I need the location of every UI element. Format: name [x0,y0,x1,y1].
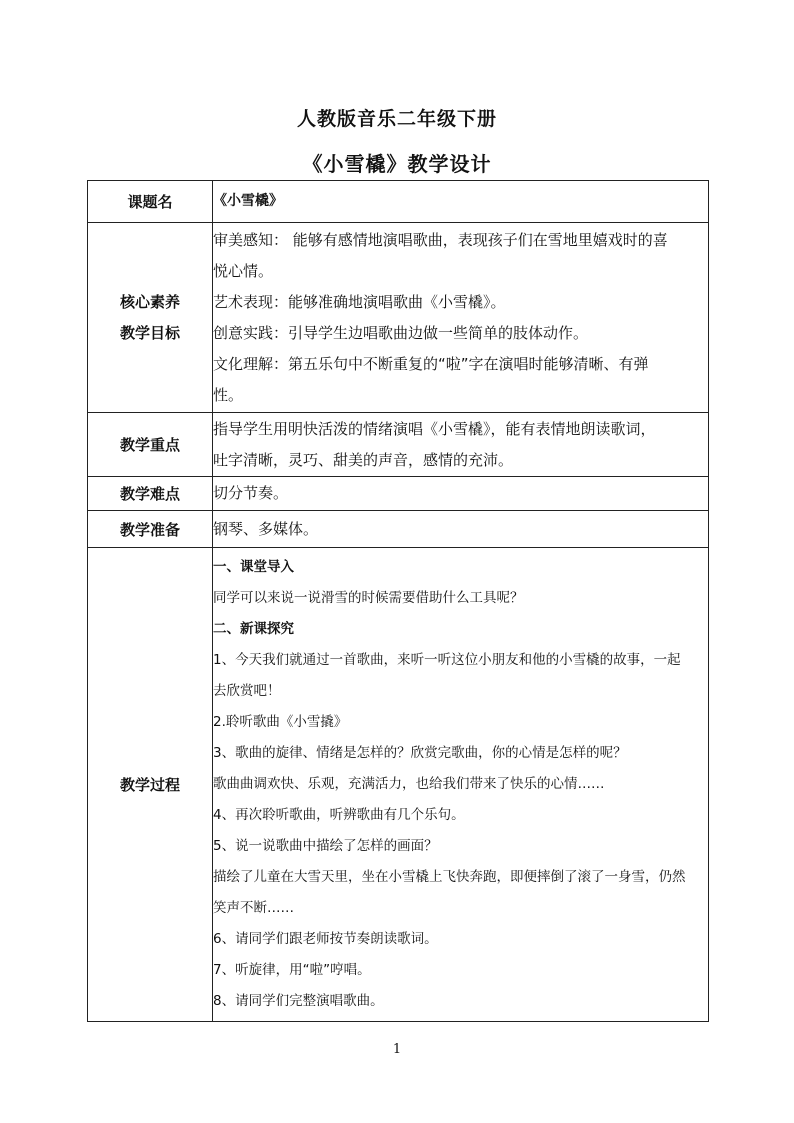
table-row-preparation [88,511,709,548]
key-points-line: 吐字清晰，灵巧、甜美的声音，感情的充沛。 [213,450,514,469]
process-line: 同学可以来说一说滑雪的时候需要借助什么工具呢？ [213,590,524,606]
goals-label-line2: 教学目标 [119,323,180,342]
goals-line: 艺术表现：能够准确地演唱歌曲《小雪橇》。 [213,292,506,311]
preparation-value: 钢琴、多媒体。 [213,511,709,548]
table-row-topic [88,181,709,223]
process-line: 7、听旋律，用“啦”哼唱。 [213,962,371,978]
key-points-line: 指导学生用明快活泼的情绪演唱《小雪橇》，能有表情地朗读歌词， [213,419,656,438]
page-number: 1 [392,1042,402,1057]
goals-line: 悦心情。 [213,261,274,280]
table-row-process [88,548,709,1022]
goals-label [88,223,213,413]
process-line: 6、请同学们跟老师按节奏朗读歌词。 [213,931,438,947]
topic-value: 《小雪橇》 [213,181,709,223]
process-section-heading: 二、新课探究 [213,621,294,637]
goals-label-line1: 核心素养 [119,292,180,311]
process-section-heading: 一、课堂导入 [213,559,294,575]
goals-line: 审美感知： 能够有感情地演唱歌曲，表现孩子们在雪地里嬉戏时的喜 [213,230,668,249]
difficulties-label: 教学难点 [88,477,213,511]
key-points-label: 教学重点 [88,413,213,477]
table-row-goals [88,223,709,413]
process-line: 2.聆听歌曲《小雪撬》 [213,714,348,730]
document-subtitle: 《小雪橇》教学设计 [302,152,492,176]
process-line: 描绘了儿童在大雪天里，坐在小雪橇上飞快奔跑，即便摔倒了滚了一身雪，仍然 [213,869,686,885]
process-line: 笑声不断…… [213,900,294,916]
process-line: 5、说一说歌曲中描绘了怎样的画面？ [213,838,438,854]
topic-label: 课题名 [88,181,213,223]
process-line: 3、歌曲的旋律、情绪是怎样的？欣赏完歌曲，你的心情是怎样的呢？ [213,745,627,761]
goals-line: 创意实践：引导学生边唱歌曲边做一些简单的肢体动作。 [213,323,589,342]
lesson-plan-table [87,180,709,1022]
difficulties-value: 切分节奏。 [213,477,709,511]
document-title: 人教版音乐二年级下册 [296,108,497,130]
process-line: 去欣赏吧！ [213,683,281,699]
goals-line: 文化理解：第五乐句中不断重复的“啦”字在演唱时能够清晰、有弹 [213,354,649,373]
process-line: 4、再次聆听歌曲，听辨歌曲有几个乐句。 [213,807,465,823]
goals-line: 性。 [213,385,244,404]
table-row-key-points [88,413,709,477]
goals-content [213,223,709,413]
process-line: 8、请同学们完整演唱歌曲。 [213,993,384,1009]
process-content [213,548,709,1022]
table-row-difficulties [88,477,709,511]
preparation-label: 教学准备 [88,511,213,548]
process-label: 教学过程 [88,548,213,1022]
process-line: 歌曲曲调欢快、乐观，充满活力，也给我们带来了快乐的心情…… [213,776,605,792]
process-line: 1、今天我们就通过一首歌曲，来听一听这位小朋友和他的小雪橇的故事，一起 [213,652,681,668]
key-points-content [213,413,709,477]
